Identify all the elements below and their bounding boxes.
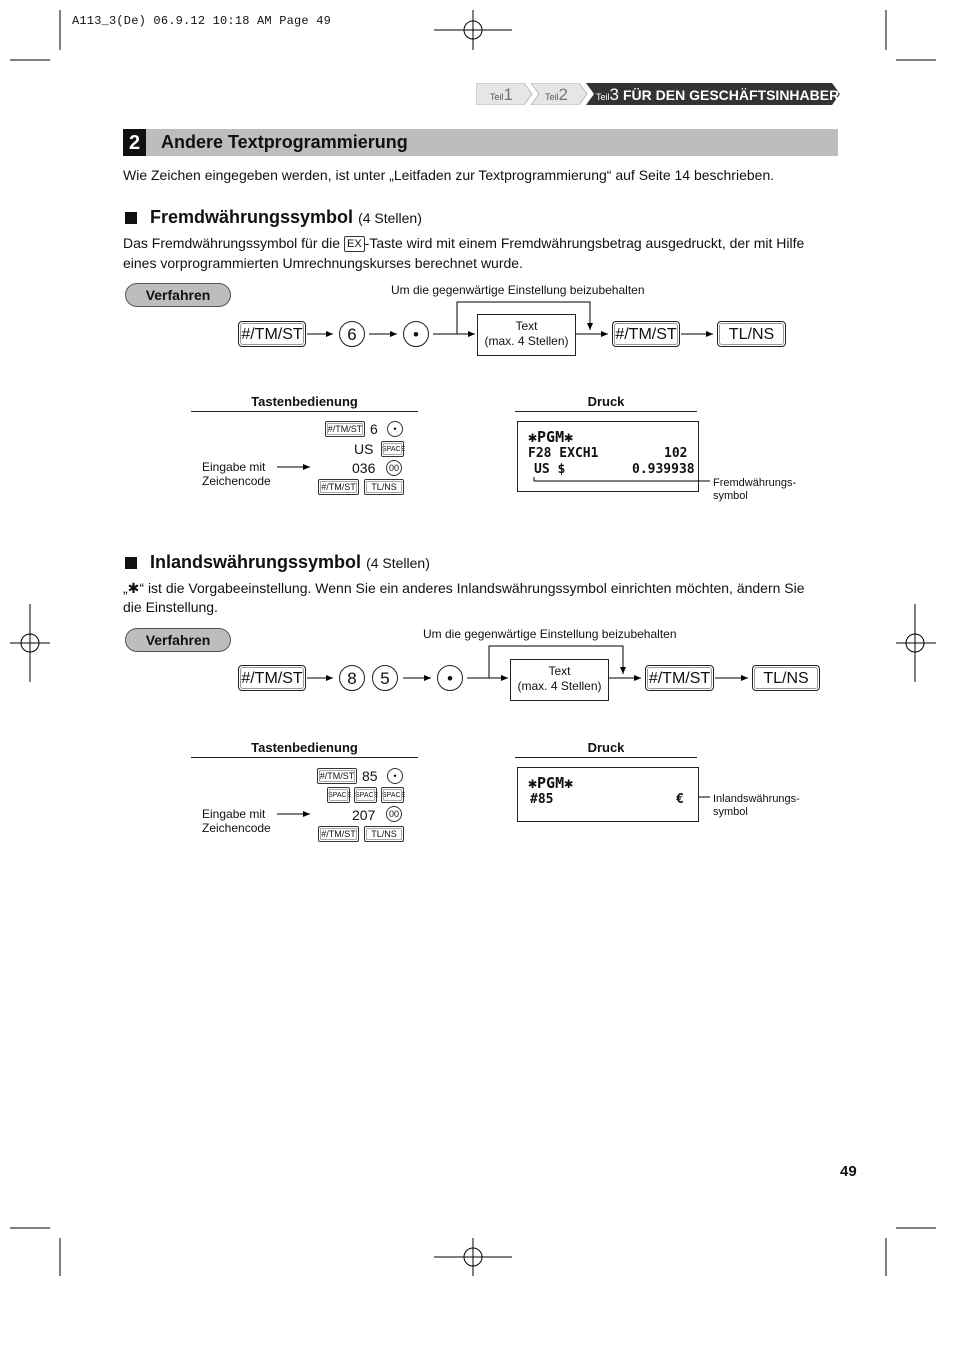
foreign-desc-2: eines vorprogrammierten Umrechnungskurses berechnet wurde. [123, 255, 523, 271]
receipt-line: 102 [664, 446, 688, 461]
receipt-line: #85 [530, 792, 554, 807]
text-input-box: Text (max. 4 Stellen) [510, 659, 609, 701]
key-5: 5 [372, 665, 398, 691]
domestic-heading: Inlandswährungssymbol (4 Stellen) [150, 552, 430, 572]
double-zero-key: 00 [386, 806, 402, 822]
tm-st-key: #/TM/ST [612, 321, 680, 347]
tm-st-key: #/TM/ST [318, 479, 359, 495]
space-key: SPACE [327, 787, 350, 803]
callout-domestic: Inlandswährungs- symbol [713, 793, 800, 818]
domestic-desc-1: „✱“ ist die Vorgabeeinstellung. Wenn Sie ein anderes Inlandswährungssymbol einrichten möchten, ändern Sie [123, 580, 805, 596]
foreign-desc-1: Das Fremdwährungssymbol für die EX -Taste wird mit einem Fremdwährungsbetrag ausgedruckt, der mit Hilfe [123, 235, 805, 251]
print-header: A113_3(De) 06.9.12 10:18 AM Page 49 [72, 14, 332, 28]
tl-ns-key: TL/NS [364, 826, 404, 842]
intro-text: Wie Zeichen eingegeben werden, ist unter „Leitfaden zur Textprogrammierung“ auf Seite 14 beschrieben. [123, 167, 775, 183]
input-note: Eingabe mit Zeichencode [202, 460, 271, 488]
callout-foreign: Fremdwährungs- symbol [713, 477, 797, 502]
print-header-label: Druck [587, 394, 625, 409]
receipt-line: F28 EXCH1 [528, 446, 599, 461]
keyops-header: Tastenbedienung [251, 740, 358, 755]
tab-part-3: Teil3 FÜR DEN GESCHÄFTSINHABER [596, 85, 840, 104]
procedure-label: Verfahren [125, 283, 231, 307]
tm-st-key: #/TM/ST [645, 665, 714, 691]
tm-st-key: #/TM/ST [238, 321, 306, 347]
tm-st-key: #/TM/ST [318, 826, 359, 842]
double-zero-key: 00 [386, 460, 402, 476]
keyop-number: 036 [352, 460, 376, 476]
key-6: 6 [339, 321, 365, 347]
keyops-header: Tastenbedienung [251, 394, 358, 409]
receipt-line: 0.939938 [632, 462, 695, 477]
dot-key: • [437, 665, 463, 691]
keyops-rule [191, 757, 418, 758]
tm-st-key: #/TM/ST [238, 665, 306, 691]
dot-key: • [403, 321, 429, 347]
space-key: SPACE [381, 441, 404, 457]
keyop-number: 207 [352, 807, 376, 823]
receipt-line: US $ [534, 462, 566, 477]
keep-setting-note: Um die gegenwärtige Einstellung beizubehalten [391, 283, 645, 297]
ex-key-icon: EX [344, 236, 365, 252]
tl-ns-key: TL/NS [752, 665, 820, 691]
dot-key: • [387, 768, 403, 784]
tab-part-1: Teil1 [490, 85, 513, 104]
space-key: SPACE [381, 787, 404, 803]
receipt-domestic [517, 767, 699, 822]
tl-ns-key: TL/NS [717, 321, 786, 347]
input-note: Eingabe mit Zeichencode [202, 807, 271, 835]
keyop-text: US [354, 441, 374, 457]
section-number: 2 [123, 129, 146, 156]
key-8: 8 [339, 665, 365, 691]
page-number: 49 [840, 1163, 857, 1180]
procedure-label: Verfahren [125, 628, 231, 652]
receipt-line: € [676, 792, 684, 807]
section-title: Andere Textprogrammierung [161, 132, 408, 152]
tab-part-2: Teil2 [545, 85, 568, 104]
print-header-label: Druck [587, 740, 625, 755]
tm-st-key: #/TM/ST [317, 768, 357, 784]
receipt-line: ✱PGM✱ [528, 428, 574, 446]
receipt-line: ✱PGM✱ [528, 774, 574, 792]
keyop-number: 6 [370, 421, 378, 437]
domestic-desc-2: die Einstellung. [123, 599, 218, 615]
foreign-heading: Fremdwährungssymbol (4 Stellen) [150, 207, 422, 227]
keep-setting-note: Um die gegenwärtige Einstellung beizubehalten [423, 627, 677, 641]
dot-key: • [387, 421, 403, 437]
tm-st-key: #/TM/ST [325, 421, 365, 437]
print-rule [515, 757, 697, 758]
keyop-number: 85 [362, 768, 378, 784]
text-input-box: Text (max. 4 Stellen) [477, 314, 576, 356]
tl-ns-key: TL/NS [364, 479, 404, 495]
space-key: SPACE [354, 787, 377, 803]
